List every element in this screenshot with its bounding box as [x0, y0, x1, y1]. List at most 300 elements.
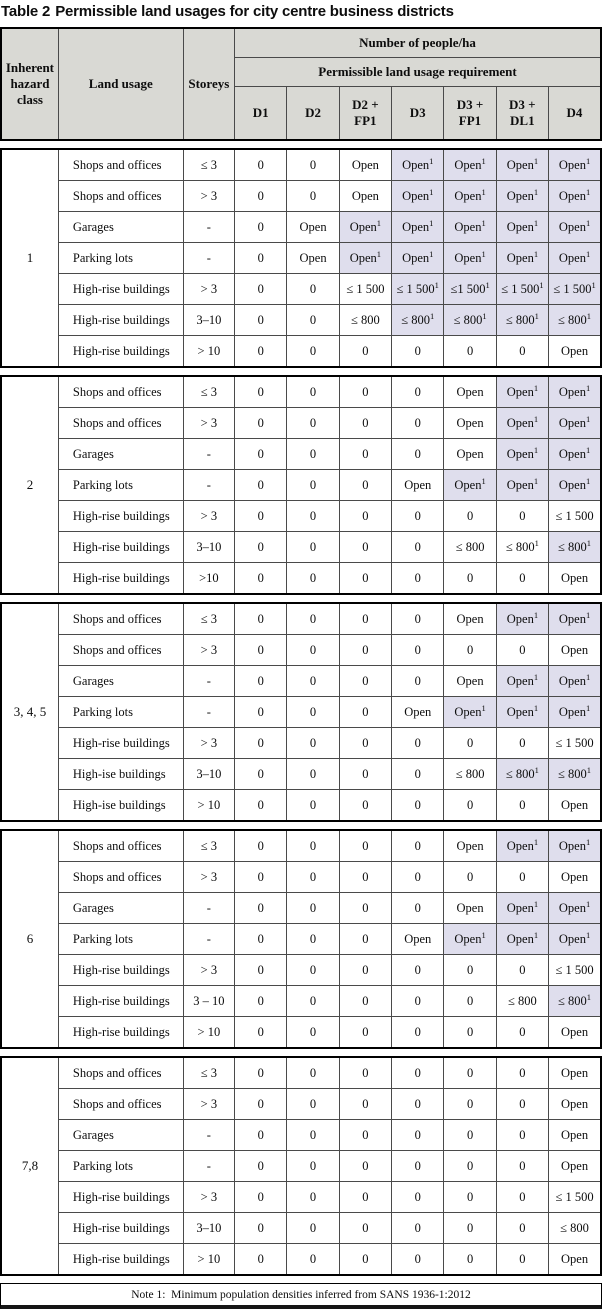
footnote-marker: 1	[533, 155, 539, 166]
header-col-d3: D3	[392, 87, 444, 141]
table-row	[1, 1182, 601, 1213]
footnote-marker: 1	[533, 609, 539, 620]
table-row	[1, 759, 601, 790]
land-usage-cell: Parking lots	[58, 924, 183, 955]
value-cell: 0	[235, 408, 287, 439]
land-usage-cell: High-rise buildings	[58, 986, 183, 1017]
header-col-d3-fp1: D3 + FP1	[444, 87, 496, 141]
value-cell: Open	[549, 1017, 601, 1049]
footnote-marker: 1	[586, 310, 592, 321]
value-cell: 0	[339, 439, 391, 470]
value-cell: 0	[287, 274, 339, 305]
value-cell: 0	[444, 563, 496, 595]
value-cell: 0	[339, 563, 391, 595]
value-cell: Open	[549, 1089, 601, 1120]
value-cell: 0	[392, 635, 444, 666]
storeys-cell: ≤ 3	[183, 149, 234, 181]
value-cell: Open$^1$	[444, 470, 496, 501]
value-cell: 0	[339, 666, 391, 697]
footnote-marker: 1	[585, 609, 591, 620]
value-cell: Open	[287, 212, 339, 243]
value-cell: 0	[496, 1057, 548, 1089]
value-cell: Open$^1$	[496, 149, 548, 181]
value-cell: Open	[339, 149, 391, 181]
value-cell: 0	[235, 893, 287, 924]
value-cell: 0	[235, 1057, 287, 1089]
value-cell: ≤ 800	[444, 759, 496, 790]
value-cell: 0	[496, 1017, 548, 1049]
hazard-class-label: 3, 4, 5	[1, 603, 58, 821]
value-cell: ≤ 1 500	[549, 728, 601, 759]
value-cell: Open$^1$	[549, 149, 601, 181]
table-row	[1, 470, 601, 501]
value-cell: ≤ $800^1$	[444, 305, 496, 336]
value-cell: 0	[287, 893, 339, 924]
value-cell: Open$^1$	[339, 243, 391, 274]
land-usage-cell: High-ise buildings	[58, 759, 183, 790]
land-usage-cell: Shops and offices	[58, 1089, 183, 1120]
value-cell: Open$^1$	[496, 439, 548, 470]
value-cell: 0	[392, 1017, 444, 1049]
storeys-cell: -	[183, 243, 234, 274]
value-cell: ≤ $800^1$	[549, 986, 601, 1017]
footnote-marker: 1	[429, 310, 435, 321]
value-cell: 0	[444, 501, 496, 532]
value-cell: Open$^1$	[549, 439, 601, 470]
section-gap	[0, 141, 602, 148]
value-cell: Open$^1$	[496, 666, 548, 697]
footnote-marker: 1	[533, 929, 539, 940]
value-cell: Open$^1$	[444, 212, 496, 243]
value-cell: Open$^1$	[549, 893, 601, 924]
table-row	[1, 1089, 601, 1120]
value-cell: 0	[235, 563, 287, 595]
value-cell: Open	[444, 376, 496, 408]
table-row	[1, 212, 601, 243]
table-row	[1, 1244, 601, 1276]
footnote-marker: 1	[429, 217, 434, 228]
value-cell: 0	[339, 728, 391, 759]
value-cell: 0	[444, 728, 496, 759]
value-cell: 0	[392, 376, 444, 408]
footnote-marker: 1	[586, 537, 592, 548]
value-cell: 0	[496, 955, 548, 986]
section-gap	[0, 368, 602, 375]
footnote-marker: 1	[429, 186, 434, 197]
table-row	[1, 376, 601, 408]
value-cell: ≤ $800^1$	[496, 532, 548, 563]
value-cell: 0	[339, 955, 391, 986]
value-cell: Open	[549, 1244, 601, 1276]
value-cell: 0	[339, 986, 391, 1017]
table-row	[1, 305, 601, 336]
storeys-cell: 3 – 10	[183, 986, 234, 1017]
value-cell: 0	[287, 1244, 339, 1276]
value-cell: 0	[235, 274, 287, 305]
value-cell: ≤ 1 500	[339, 274, 391, 305]
value-cell: 0	[444, 986, 496, 1017]
table-row	[1, 1213, 601, 1244]
land-usage-cell: Garages	[58, 893, 183, 924]
value-cell: 0	[339, 635, 391, 666]
footnote-marker: 1	[585, 248, 591, 259]
section-gap	[0, 1049, 602, 1056]
land-usage-cell: High-rise buildings	[58, 728, 183, 759]
storeys-cell: -	[183, 439, 234, 470]
value-cell: Open$^1$	[444, 697, 496, 728]
storeys-cell: -	[183, 924, 234, 955]
footnote-marker: 1	[585, 898, 591, 909]
value-cell: 0	[392, 986, 444, 1017]
value-cell: Open	[549, 1120, 601, 1151]
land-usage-cell: High-rise buildings	[58, 1213, 183, 1244]
land-usage-cell: High-rise buildings	[58, 336, 183, 368]
value-cell: 0	[235, 666, 287, 697]
value-cell: ≤ 800	[444, 532, 496, 563]
table-row	[1, 1017, 601, 1049]
footnote-marker: 1	[429, 155, 434, 166]
footnote-marker: 1	[585, 382, 591, 393]
table-row	[1, 1151, 601, 1182]
storeys-cell: > 10	[183, 336, 234, 368]
value-cell: Open	[444, 408, 496, 439]
value-cell: Open$^1$	[496, 697, 548, 728]
value-cell: 0	[496, 1213, 548, 1244]
value-cell: 0	[339, 759, 391, 790]
value-cell: 0	[392, 1151, 444, 1182]
land-usage-cell: Parking lots	[58, 243, 183, 274]
value-cell: 0	[392, 408, 444, 439]
value-cell: 0	[287, 1089, 339, 1120]
value-cell: Open$^1$	[549, 830, 601, 862]
value-cell: 0	[392, 1244, 444, 1276]
footnote: Note 1: Minimum population densities inferred from SANS 1936-1:2012	[0, 1283, 602, 1309]
storeys-cell: 3–10	[183, 1213, 234, 1244]
value-cell: Open$^1$	[392, 212, 444, 243]
value-cell: 0	[235, 149, 287, 181]
value-cell: 0	[235, 305, 287, 336]
value-cell: 0	[496, 1182, 548, 1213]
value-cell: 0	[496, 862, 548, 893]
table-row	[1, 1057, 601, 1089]
land-usage-cell: Parking lots	[58, 697, 183, 728]
storeys-cell: > 10	[183, 1017, 234, 1049]
header-hazard-class: Inherent hazard class	[1, 28, 58, 140]
table-number: Table 2	[1, 3, 51, 20]
footnote-marker: 1	[481, 155, 486, 166]
storeys-cell: > 3	[183, 181, 234, 212]
value-cell: 0	[287, 563, 339, 595]
land-usage-cell: High-rise buildings	[58, 1017, 183, 1049]
value-cell: 0	[235, 1089, 287, 1120]
value-cell: 0	[339, 408, 391, 439]
value-cell: ≤ $800^1$	[392, 305, 444, 336]
land-usage-cell: Shops and offices	[58, 862, 183, 893]
value-cell: 0	[287, 336, 339, 368]
value-cell: 0	[444, 790, 496, 822]
sections-container	[0, 141, 602, 1276]
storeys-cell: > 3	[183, 408, 234, 439]
value-cell: 0	[235, 1213, 287, 1244]
value-cell: 0	[339, 1017, 391, 1049]
header-col-d3-dl1: D3 + DL1	[496, 87, 548, 141]
value-cell: ≤ $800^1$	[549, 305, 601, 336]
table-caption: Permissible land usages for city centre business districts	[55, 3, 454, 20]
value-cell: Open$^1$	[392, 243, 444, 274]
footnote-marker: 1	[585, 186, 591, 197]
value-cell: 0	[287, 955, 339, 986]
value-cell: ≤ 1 500	[549, 501, 601, 532]
land-usage-cell: Shops and offices	[58, 376, 183, 408]
value-cell: 0	[339, 1151, 391, 1182]
value-cell: 0	[339, 1057, 391, 1089]
storeys-cell: -	[183, 470, 234, 501]
value-cell: Open	[444, 830, 496, 862]
value-cell: 0	[339, 893, 391, 924]
value-cell: 0	[444, 1151, 496, 1182]
value-cell: 0	[235, 1017, 287, 1049]
value-cell: 0	[444, 1120, 496, 1151]
storeys-cell: > 10	[183, 1244, 234, 1276]
value-cell: 0	[287, 1057, 339, 1089]
footnote-marker: 1	[533, 413, 539, 424]
footnote-marker: 1	[533, 186, 539, 197]
land-usage-cell: Garages	[58, 212, 183, 243]
value-cell: 0	[235, 924, 287, 955]
value-cell: Open$^1$	[549, 243, 601, 274]
value-cell: 0	[444, 1017, 496, 1049]
footnote-marker: 1	[585, 155, 591, 166]
value-cell: 0	[392, 1182, 444, 1213]
storeys-cell: > 3	[183, 274, 234, 305]
value-cell: 0	[235, 470, 287, 501]
value-cell: 0	[339, 336, 391, 368]
footnote-marker: 1	[533, 444, 539, 455]
value-cell: Open$^1$	[496, 376, 548, 408]
footnote-marker: 1	[585, 444, 591, 455]
value-cell: Open$^1$	[496, 470, 548, 501]
value-cell: 0	[287, 986, 339, 1017]
land-usage-cell: Shops and offices	[58, 1057, 183, 1089]
value-cell: 0	[392, 1057, 444, 1089]
value-cell: 0	[392, 439, 444, 470]
value-cell: 0	[235, 501, 287, 532]
value-cell: Open	[549, 635, 601, 666]
value-cell: Open$^1$	[496, 924, 548, 955]
value-cell: Open	[444, 603, 496, 635]
value-cell: 0	[392, 1213, 444, 1244]
table-title	[0, 0, 602, 27]
value-cell: 0	[235, 243, 287, 274]
value-cell: 0	[496, 563, 548, 595]
value-cell: 0	[235, 603, 287, 635]
value-cell: 0	[392, 1120, 444, 1151]
footnote-marker: 1	[481, 475, 486, 486]
value-cell: 0	[235, 986, 287, 1017]
value-cell: ≤ $800^1$	[496, 759, 548, 790]
value-cell: Open$^1$	[444, 924, 496, 955]
value-cell: Open	[392, 697, 444, 728]
land-usage-cell: Shops and offices	[58, 603, 183, 635]
footnote-marker: 1	[533, 248, 539, 259]
storeys-cell: 3–10	[183, 532, 234, 563]
value-cell: Open	[549, 1151, 601, 1182]
value-cell: 0	[339, 1089, 391, 1120]
value-cell: Open$^1$	[549, 408, 601, 439]
storeys-cell: ≤ 3	[183, 830, 234, 862]
table-row	[1, 336, 601, 368]
footnote-marker: 1	[585, 702, 591, 713]
value-cell: Open$^1$	[496, 243, 548, 274]
value-cell: 0	[287, 305, 339, 336]
value-cell: 0	[287, 532, 339, 563]
value-cell: 0	[235, 532, 287, 563]
value-cell: 0	[444, 1182, 496, 1213]
value-cell: ≤ $800^1$	[549, 532, 601, 563]
value-cell: Open$^1$	[496, 830, 548, 862]
footnote-marker: 1	[585, 475, 591, 486]
footnote-marker: 1	[481, 186, 486, 197]
value-cell: 0	[392, 862, 444, 893]
footnote-marker: 1	[586, 764, 592, 775]
value-cell: 0	[392, 955, 444, 986]
value-cell: Open$^1$	[444, 149, 496, 181]
value-cell: 0	[339, 697, 391, 728]
value-cell: 0	[287, 1017, 339, 1049]
value-cell: 0	[287, 759, 339, 790]
storeys-cell: ≤ 3	[183, 603, 234, 635]
table-row	[1, 862, 601, 893]
value-cell: ≤ 1 $500^1$	[392, 274, 444, 305]
value-cell: 0	[496, 790, 548, 822]
value-cell: Open	[549, 790, 601, 822]
value-cell: Open$^1$	[339, 212, 391, 243]
header-land-usage: Land usage	[58, 28, 183, 140]
value-cell: 0	[235, 1182, 287, 1213]
value-cell: 0	[339, 376, 391, 408]
value-cell: 0	[235, 790, 287, 822]
value-cell: Open$^1$	[549, 181, 601, 212]
value-cell: 0	[287, 924, 339, 955]
value-cell: 0	[339, 1120, 391, 1151]
value-cell: 0	[339, 924, 391, 955]
value-cell: 0	[235, 1120, 287, 1151]
table-row	[1, 274, 601, 305]
value-cell: 0	[339, 1182, 391, 1213]
value-cell: ≤ $800^1$	[549, 759, 601, 790]
value-cell: 0	[339, 532, 391, 563]
value-cell: Open$^1$	[496, 181, 548, 212]
footnote-marker: 1	[533, 898, 539, 909]
table-row	[1, 1120, 601, 1151]
footnote-marker: 1	[539, 279, 544, 290]
storeys-cell: -	[183, 1120, 234, 1151]
value-cell: 0	[287, 181, 339, 212]
value-cell: Open	[444, 893, 496, 924]
value-cell: 0	[496, 1244, 548, 1276]
value-cell: Open	[549, 862, 601, 893]
value-cell: Open	[339, 181, 391, 212]
land-usage-cell: High-rise buildings	[58, 274, 183, 305]
header-row-group-title	[1, 28, 601, 58]
value-cell: 0	[339, 501, 391, 532]
value-cell: 0	[287, 697, 339, 728]
value-cell: 0	[496, 1120, 548, 1151]
land-usage-cell: Parking lots	[58, 1151, 183, 1182]
value-cell: 0	[287, 1182, 339, 1213]
value-cell: 0	[287, 830, 339, 862]
value-cell: 0	[392, 501, 444, 532]
storeys-cell: > 3	[183, 1089, 234, 1120]
value-cell: 0	[235, 181, 287, 212]
table-row	[1, 728, 601, 759]
value-cell: 0	[444, 862, 496, 893]
storeys-cell: > 3	[183, 728, 234, 759]
value-cell: 0	[496, 1089, 548, 1120]
table-row	[1, 408, 601, 439]
footnote-marker: 1	[534, 764, 539, 775]
value-cell: 0	[444, 1057, 496, 1089]
value-cell: 0	[235, 376, 287, 408]
value-cell: 0	[235, 759, 287, 790]
storeys-cell: ≤ 3	[183, 376, 234, 408]
footnote-marker: 1	[533, 702, 539, 713]
value-cell: Open$^1$	[549, 603, 601, 635]
footnote-marker: 1	[481, 929, 486, 940]
land-usage-cell: Garages	[58, 1120, 183, 1151]
footnote-marker: 1	[434, 279, 439, 290]
value-cell: 0	[287, 635, 339, 666]
hazard-class-label: 7,8	[1, 1057, 58, 1275]
value-cell: 0	[339, 790, 391, 822]
value-cell: 0	[235, 697, 287, 728]
hazard-class-label: 1	[1, 149, 58, 367]
value-cell: 0	[287, 501, 339, 532]
value-cell: 0	[287, 470, 339, 501]
value-cell: 0	[392, 532, 444, 563]
value-cell: 0	[287, 149, 339, 181]
value-cell: 0	[287, 728, 339, 759]
value-cell: 0	[392, 790, 444, 822]
footnote-marker: 1	[533, 836, 539, 847]
table-row	[1, 697, 601, 728]
value-cell: Open$^1$	[549, 697, 601, 728]
footnote-marker: 1	[586, 991, 592, 1002]
land-usage-cell: High-ise buildings	[58, 790, 183, 822]
storeys-cell: >10	[183, 563, 234, 595]
value-cell: ≤ 1 500	[549, 1182, 601, 1213]
land-usage-cell: High-rise buildings	[58, 1244, 183, 1276]
value-cell: 0	[287, 1213, 339, 1244]
value-cell: 0	[339, 1244, 391, 1276]
land-usage-cell: Garages	[58, 439, 183, 470]
value-cell: 0	[392, 759, 444, 790]
value-cell: 0	[496, 635, 548, 666]
value-cell: Open$^1$	[392, 149, 444, 181]
footnote-marker: 1	[376, 217, 382, 228]
land-usage-cell: Shops and offices	[58, 181, 183, 212]
value-cell: 0	[235, 1151, 287, 1182]
table-row	[1, 532, 601, 563]
value-cell: ≤ 1 500	[549, 955, 601, 986]
storeys-cell: -	[183, 893, 234, 924]
table-row	[1, 635, 601, 666]
value-cell: 0	[339, 470, 391, 501]
table-row	[1, 563, 601, 595]
land-usage-cell: Shops and offices	[58, 149, 183, 181]
header-col-d2: D2	[287, 87, 339, 141]
value-cell: ≤ 800	[496, 986, 548, 1017]
